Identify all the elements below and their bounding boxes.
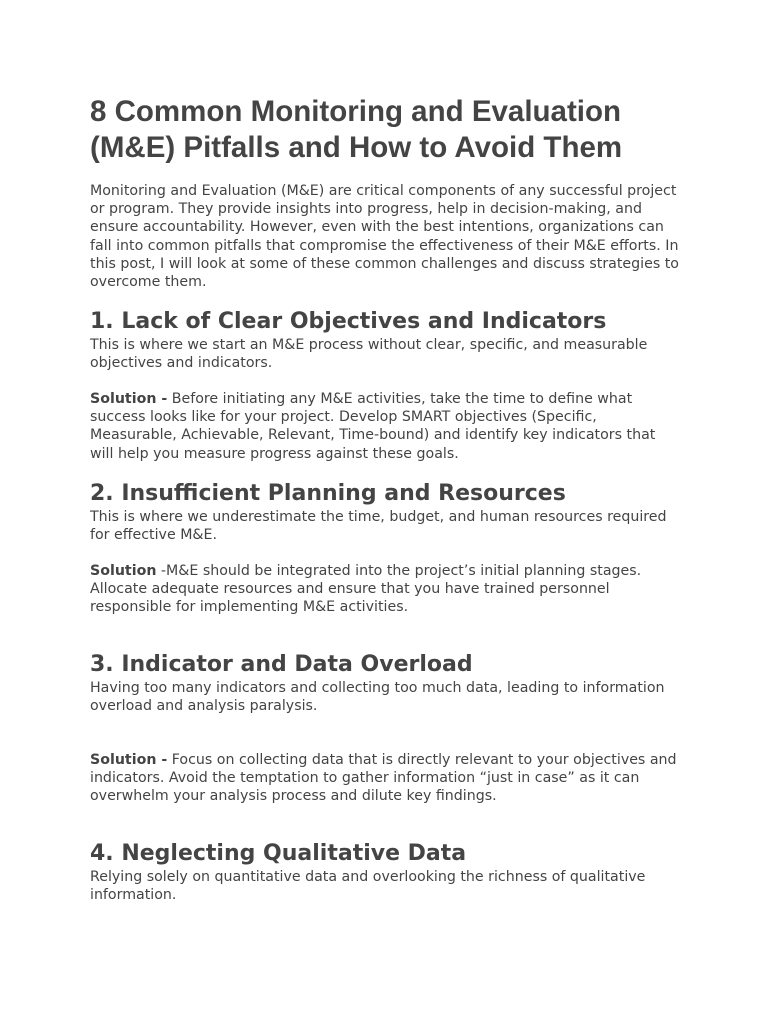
solution-label-3: Solution - bbox=[90, 752, 168, 768]
section-description-1: This is where we start an M&E process without clear, specific, and measurable objectives and indicators. bbox=[90, 337, 648, 372]
solution-text-2: -M&E should be integrated into the project’s initial planning stages. Allocate adequate resources and ensure that you have trained personnel responsible for implementing M&E activities. bbox=[90, 563, 642, 616]
section-solution-2 bbox=[90, 562, 680, 617]
section-heading-1: 1. Lack of Clear Objectives and Indicators bbox=[90, 309, 607, 334]
section-description-4: Relying solely on quantitative data and overlooking the richness of qualitative information. bbox=[90, 869, 646, 904]
article-title: 8 Common Monitoring and Evaluation (M&E) Pitfalls and How to Avoid Them bbox=[90, 95, 623, 164]
section-description-3: Having too many indicators and collecting too much data, leading to information overload and analysis paralysis. bbox=[90, 680, 665, 715]
solution-label-1: Solution - bbox=[90, 391, 168, 407]
section-heading-4: 4. Neglecting Qualitative Data bbox=[90, 841, 467, 866]
solution-text-3: Focus on collecting data that is directly relevant to your objectives and indicators. Avoid the temptation to gather information “just in case” as it can overwhelm your analysis process and dilute key findings. bbox=[90, 752, 677, 805]
section-heading-3: 3. Indicator and Data Overload bbox=[90, 652, 473, 677]
section-description-2: This is where we underestimate the time, budget, and human resources required for effective M&E. bbox=[90, 509, 667, 544]
solution-label-2: Solution bbox=[90, 563, 157, 579]
solution-text-1: Before initiating any M&E activities, take the time to define what success looks like for your project. Develop SMART objectives (Specific, Measurable, Achievable, Relevant, Time-bound) and identify key indicators that will help you measure progress against these goals. bbox=[90, 391, 656, 462]
section-solution-3 bbox=[90, 751, 680, 806]
article-intro: Monitoring and Evaluation (M&E) are critical components of any successful project or program. They provide insights into progress, help in decision-making, and ensure accountability. However, even with the best intentions, organizations can fall into common pitfalls that compromise the effectiveness of their M&E efforts. In this post, I will look at some of these common challenges and discuss strategies to overcome them. bbox=[90, 183, 679, 291]
section-solution-1 bbox=[90, 390, 680, 463]
section-heading-2: 2. Insufficient Planning and Resources bbox=[90, 481, 566, 506]
